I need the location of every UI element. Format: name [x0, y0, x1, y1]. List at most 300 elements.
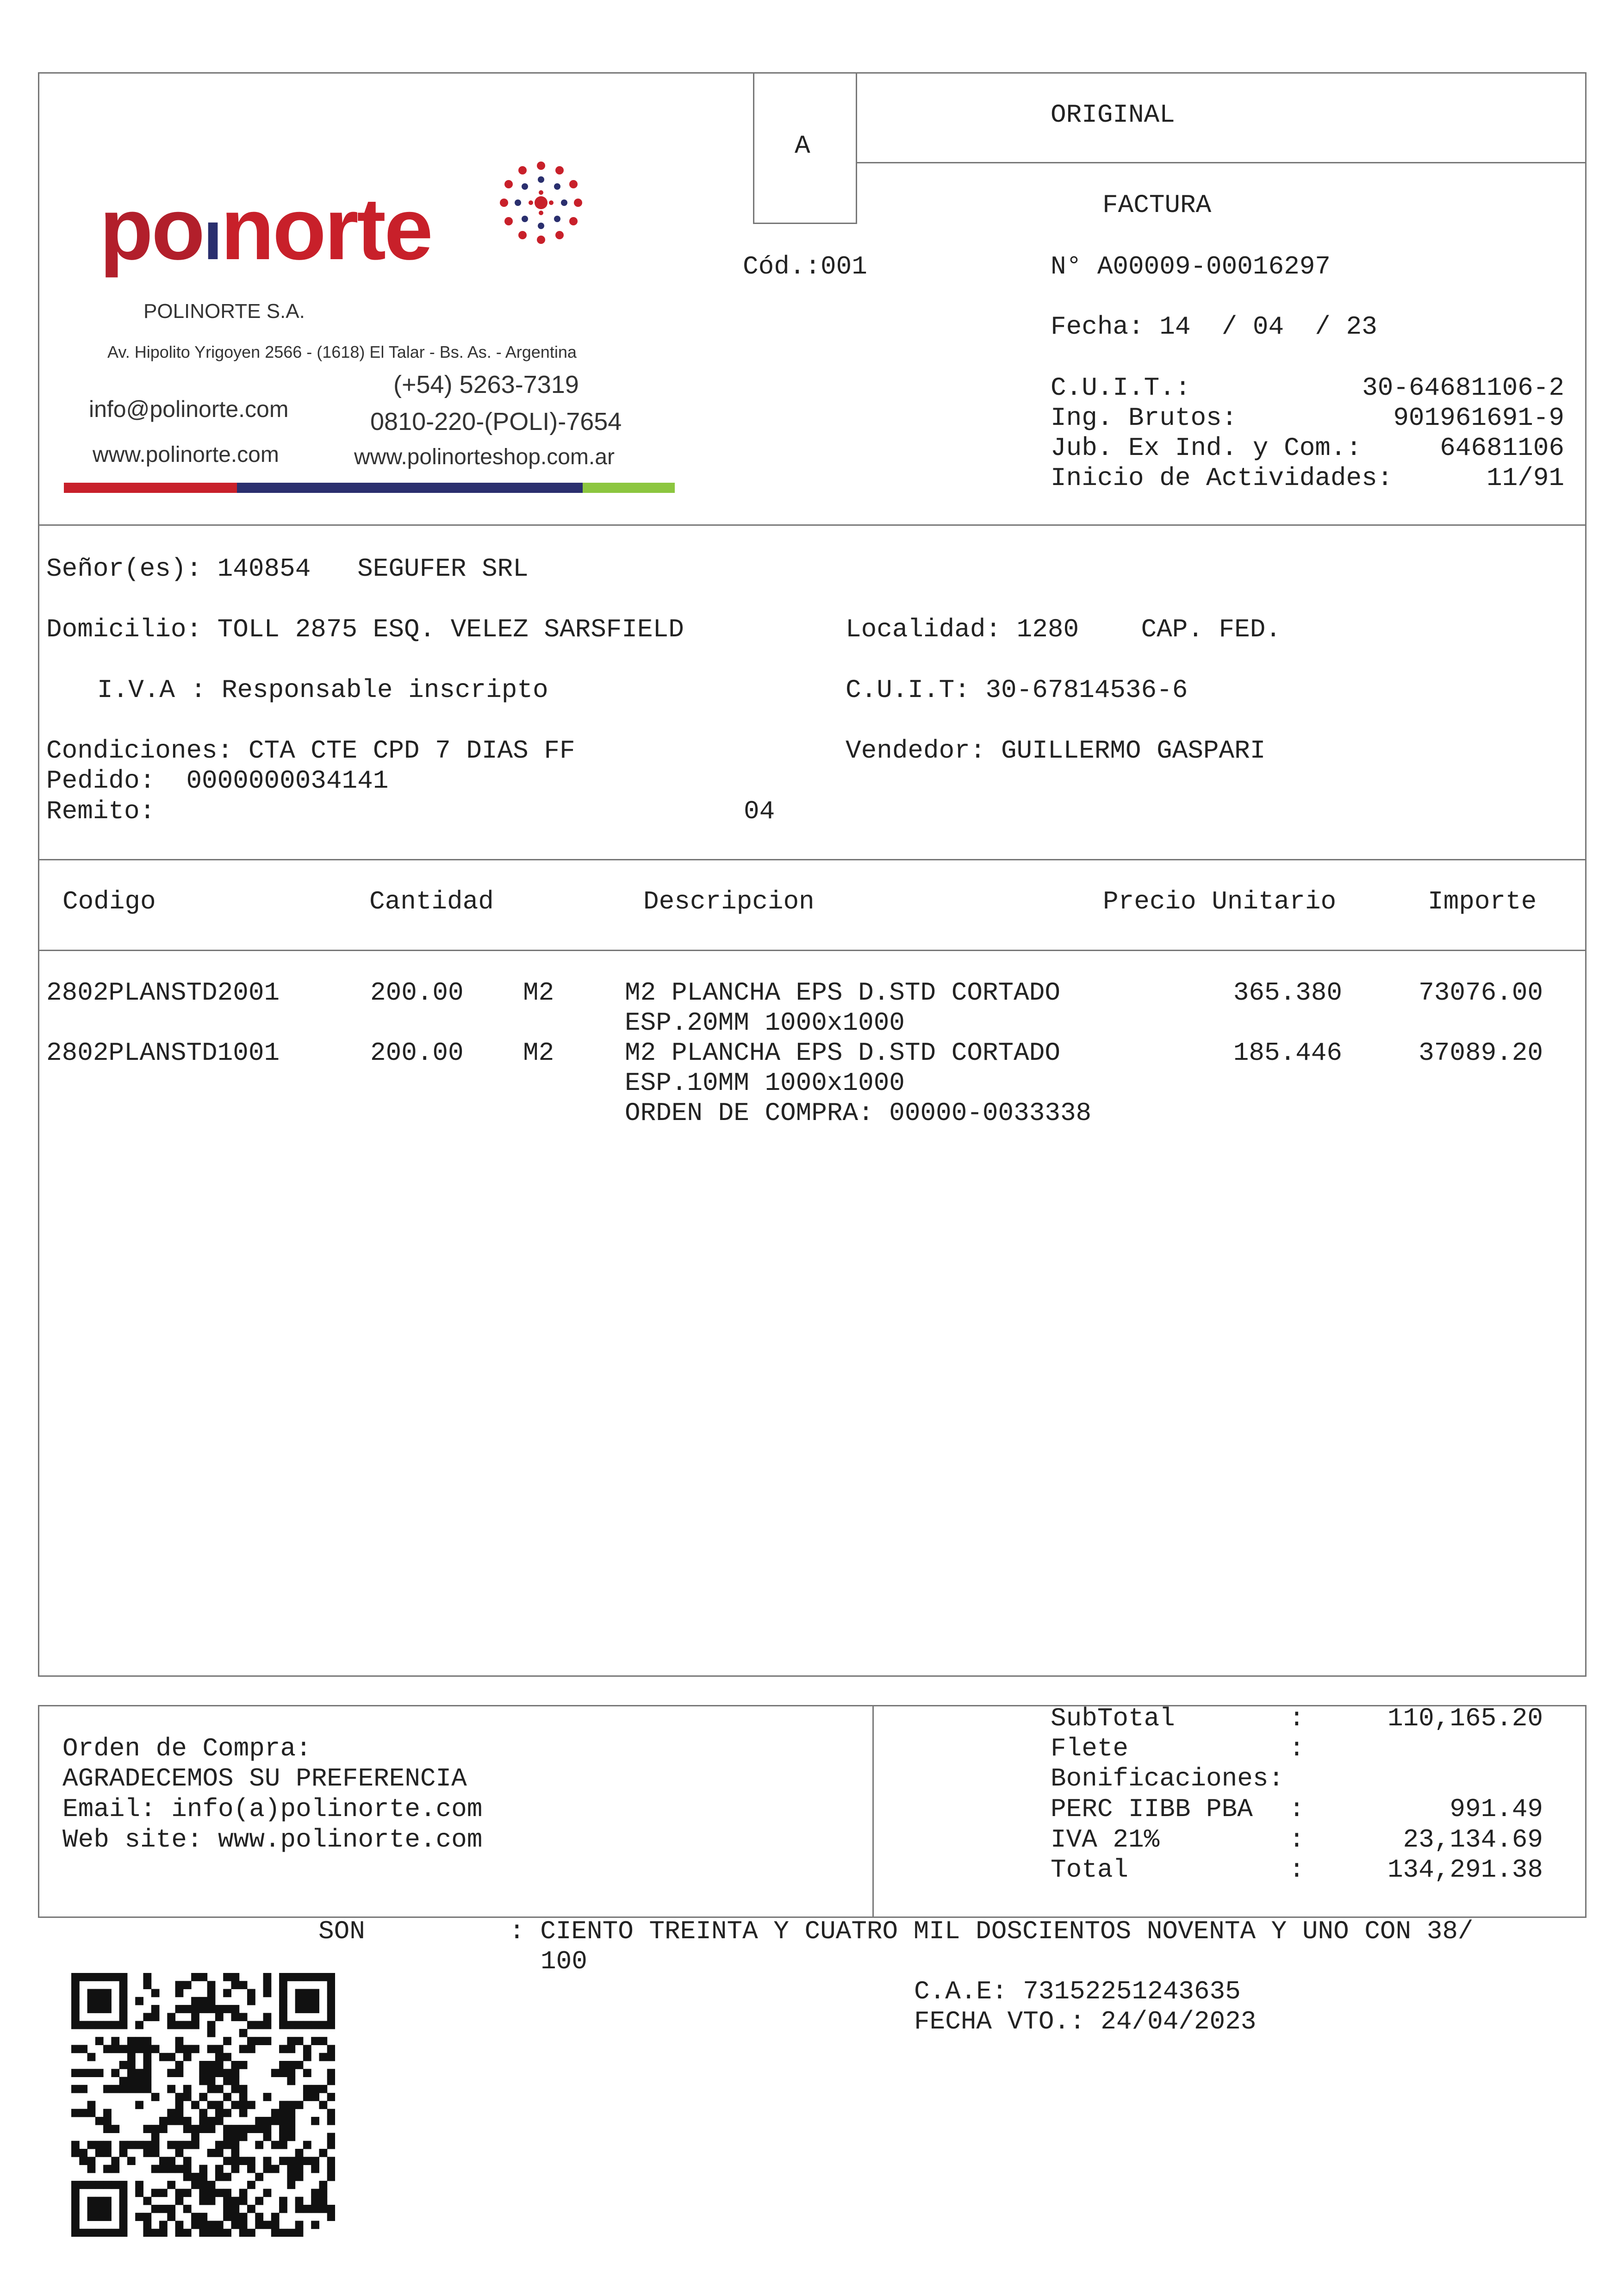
- qr-module: [231, 2013, 240, 2021]
- qr-module: [175, 2021, 184, 2029]
- qr-module: [215, 2173, 224, 2181]
- total-value-subtotal: 110,165.20: [1387, 1704, 1543, 1733]
- qr-module: [287, 2045, 296, 2053]
- ib-value: 901961691-9: [1393, 403, 1564, 433]
- customer-cuit: C.U.I.T: 30-67814536-6: [846, 675, 1188, 705]
- qr-module: [215, 2221, 224, 2229]
- jub-label: Jub. Ex Ind. y Com.:: [1051, 433, 1362, 463]
- qr-module: [199, 2005, 208, 2013]
- qr-module: [119, 2061, 128, 2069]
- qr-module: [127, 2045, 136, 2053]
- qr-module: [103, 2205, 112, 2213]
- qr-module: [295, 2165, 304, 2173]
- cuit-label: C.U.I.T.:: [1051, 373, 1191, 403]
- qr-module: [327, 2053, 335, 2061]
- qr-module: [303, 2069, 311, 2077]
- qr-module: [199, 2109, 208, 2117]
- qr-module: [263, 2013, 272, 2021]
- qr-module: [223, 2077, 231, 2085]
- qr-module: [151, 2133, 160, 2141]
- qr-module: [175, 2045, 184, 2053]
- qr-module: [135, 2189, 143, 2197]
- qr-module: [71, 2109, 80, 2117]
- qr-module: [239, 2061, 248, 2069]
- qr-module: [287, 2229, 296, 2237]
- qr-module: [143, 2229, 152, 2237]
- qr-module: [287, 2173, 296, 2181]
- customer-senores: Señor(es): 140854 SEGUFER SRL: [46, 554, 529, 584]
- qr-module: [311, 2021, 319, 2029]
- qr-module: [71, 2229, 80, 2237]
- customer-pedido: Pedido: 0000000034141: [46, 766, 389, 796]
- qr-module: [191, 2013, 199, 2021]
- qr-module: [239, 2157, 248, 2165]
- qr-module: [215, 2149, 224, 2157]
- qr-module: [327, 2021, 335, 2029]
- ib-label: Ing. Brutos:: [1051, 403, 1238, 433]
- row-unidad: M2: [523, 978, 554, 1008]
- qr-module: [191, 2101, 199, 2109]
- qr-module: [143, 1973, 152, 1981]
- qr-module: [327, 2141, 335, 2149]
- company-email: info@polinorte.com: [89, 396, 289, 422]
- qr-module: [87, 2021, 96, 2029]
- qr-module: [87, 2181, 96, 2189]
- customer-condiciones: Condiciones: CTA CTE CPD 7 DIAS FF: [46, 736, 575, 765]
- qr-module: [327, 2045, 335, 2053]
- qr-module: [71, 2021, 80, 2029]
- qr-module: [87, 2229, 96, 2237]
- qr-module: [119, 1997, 128, 2005]
- qr-module: [295, 2197, 304, 2205]
- footer-thanks: AGRADECEMOS SU PREFERENCIA: [62, 1764, 467, 1793]
- qr-module: [311, 2189, 319, 2197]
- qr-module: [191, 2021, 199, 2029]
- qr-module: [255, 2037, 263, 2045]
- qr-module: [103, 2229, 112, 2237]
- qr-module: [207, 2085, 216, 2093]
- qr-module: [199, 2077, 208, 2085]
- col-header-descripcion: Descripcion: [643, 887, 815, 916]
- qr-module: [239, 2085, 248, 2093]
- qr-module: [327, 2069, 335, 2077]
- qr-module: [167, 2069, 175, 2077]
- qr-module: [239, 2221, 248, 2229]
- qr-module: [303, 2205, 311, 2213]
- qr-module: [263, 2157, 272, 2165]
- inicio-value: 11/91: [1486, 463, 1564, 493]
- qr-module: [95, 1997, 104, 2005]
- qr-module: [247, 2045, 255, 2053]
- qr-module: [119, 1981, 128, 1989]
- qr-module: [223, 2229, 231, 2237]
- qr-module: [327, 2117, 335, 2125]
- qr-module: [215, 2005, 224, 2013]
- qr-module: [255, 2117, 263, 2125]
- qr-module: [215, 2109, 224, 2117]
- qr-module: [151, 2093, 160, 2101]
- qr-module: [207, 2077, 216, 2085]
- qr-module: [223, 1989, 231, 1997]
- qr-module: [135, 1997, 143, 2005]
- qr-module: [183, 2117, 192, 2125]
- qr-module: [231, 2205, 240, 2213]
- cae-number: C.A.E: 73152251243635: [914, 1977, 1241, 2006]
- qr-module: [183, 2229, 192, 2237]
- qr-module: [247, 2037, 255, 2045]
- footer-orden-label: Orden de Compra:: [62, 1734, 311, 1763]
- qr-module: [135, 2085, 143, 2093]
- qr-module: [151, 2005, 160, 2013]
- qr-module: [223, 2189, 231, 2197]
- qr-module: [167, 2181, 175, 2189]
- son-text-cont: 100: [541, 1947, 587, 1976]
- qr-module: [127, 2085, 136, 2093]
- qr-module: [199, 2117, 208, 2125]
- customer-remito: Remito:: [46, 796, 156, 826]
- qr-module: [71, 2205, 80, 2213]
- qr-module: [263, 2125, 272, 2133]
- qr-module: [199, 2069, 208, 2077]
- qr-module: [303, 2085, 311, 2093]
- qr-module: [207, 2149, 216, 2157]
- qr-module: [159, 2205, 168, 2213]
- qr-module: [199, 2125, 208, 2133]
- qr-module: [143, 2197, 152, 2205]
- qr-module: [112, 2157, 120, 2165]
- qr-module: [167, 2117, 175, 2125]
- qr-module: [167, 2165, 175, 2173]
- qr-module: [183, 2141, 192, 2149]
- row-precio: 365.380: [1233, 978, 1342, 1008]
- qr-module: [255, 2213, 263, 2221]
- qr-module: [95, 2037, 104, 2045]
- qr-module: [327, 1973, 335, 1981]
- qr-module: [239, 2109, 248, 2117]
- qr-module: [279, 2133, 287, 2141]
- total-colon: :: [1289, 1825, 1305, 1854]
- qr-module: [199, 2093, 208, 2101]
- qr-module: [167, 2053, 175, 2061]
- qr-module: [207, 2005, 216, 2013]
- col-header-precio: Precio Unitario: [1103, 887, 1337, 916]
- qr-module: [87, 2109, 96, 2117]
- qr-module: [103, 2021, 112, 2029]
- qr-module: [215, 2085, 224, 2093]
- qr-module: [247, 1989, 255, 1997]
- qr-module: [119, 2021, 128, 2029]
- qr-module: [255, 2221, 263, 2229]
- qr-module: [327, 2205, 335, 2213]
- cod-label: Cód.:001: [743, 252, 867, 281]
- qr-module: [191, 2133, 199, 2141]
- qr-module: [279, 2157, 287, 2165]
- qr-module: [223, 2093, 231, 2101]
- qr-module: [167, 2157, 175, 2165]
- qr-module: [95, 2197, 104, 2205]
- qr-module: [127, 2037, 136, 2045]
- qr-module: [95, 2005, 104, 2013]
- qr-module: [207, 2117, 216, 2125]
- qr-module: [255, 2197, 263, 2205]
- qr-module: [247, 2165, 255, 2173]
- qr-module: [231, 2165, 240, 2173]
- son-label: SON: [318, 1916, 365, 1946]
- qr-module: [112, 2069, 120, 2077]
- qr-module: [159, 2189, 168, 2197]
- qr-module: [143, 2069, 152, 2077]
- table-top-border: [38, 859, 1587, 860]
- qr-module: [143, 2077, 152, 2085]
- qr-module: [295, 2037, 304, 2045]
- row-codigo: 2802PLANSTD2001: [46, 978, 280, 1008]
- qr-module: [247, 2125, 255, 2133]
- table-right-border: [1585, 859, 1587, 1677]
- qr-module: [279, 1973, 287, 1981]
- qr-module: [263, 1973, 272, 1981]
- qr-module: [119, 2013, 128, 2021]
- row-codigo: 2802PLANSTD1001: [46, 1038, 280, 1068]
- qr-module: [191, 2173, 199, 2181]
- qr-module: [183, 2093, 192, 2101]
- letter-box-bottom: [753, 223, 857, 224]
- qr-module: [303, 2157, 311, 2165]
- qr-module: [143, 2045, 152, 2053]
- qr-module: [127, 2069, 136, 2077]
- qr-module: [215, 2069, 224, 2077]
- qr-module: [175, 2197, 184, 2205]
- qr-module: [239, 2189, 248, 2197]
- qr-module: [199, 2173, 208, 2181]
- qr-module: [87, 2157, 96, 2165]
- qr-module: [295, 2005, 304, 2013]
- qr-module: [151, 2141, 160, 2149]
- qr-module: [239, 1981, 248, 1989]
- qr-module: [191, 1997, 199, 2005]
- qr-module: [151, 2013, 160, 2021]
- qr-module: [295, 2157, 304, 2165]
- qr-module: [279, 2045, 287, 2053]
- qr-module: [127, 2053, 136, 2061]
- qr-module: [303, 2005, 311, 2013]
- qr-module: [287, 1973, 296, 1981]
- table-left-border: [38, 859, 39, 1677]
- qr-module: [103, 2213, 112, 2221]
- qr-module: [127, 2157, 136, 2165]
- copy-label: ORIGINAL: [1051, 100, 1175, 130]
- qr-module: [231, 2085, 240, 2093]
- qr-module: [327, 2005, 335, 2013]
- qr-module: [327, 2013, 335, 2021]
- qr-module: [303, 2045, 311, 2053]
- qr-module: [103, 2125, 112, 2133]
- qr-module: [183, 2165, 192, 2173]
- qr-module: [119, 2229, 128, 2237]
- qr-module: [311, 2221, 319, 2229]
- row-importe: 73076.00: [1419, 978, 1543, 1008]
- qr-module: [159, 2229, 168, 2237]
- qr-module: [319, 1973, 328, 1981]
- qr-module: [287, 2117, 296, 2125]
- qr-module: [95, 2149, 104, 2157]
- qr-module: [223, 2109, 231, 2117]
- qr-module: [112, 2085, 120, 2093]
- qr-module: [87, 2005, 96, 2013]
- invoice-number: N° A00009-00016297: [1051, 252, 1331, 281]
- qr-module: [112, 2021, 120, 2029]
- customer-localidad: Localidad: 1280 CAP. FED.: [846, 615, 1281, 644]
- qr-module: [207, 2045, 216, 2053]
- qr-module: [327, 2133, 335, 2141]
- qr-module: [287, 2101, 296, 2109]
- customer-iva: I.V.A : Responsable inscripto: [97, 675, 548, 705]
- qr-module: [135, 2101, 143, 2109]
- qr-module: [207, 2189, 216, 2197]
- qr-module: [103, 2005, 112, 2013]
- qr-module: [215, 2045, 224, 2053]
- qr-module: [159, 2117, 168, 2125]
- qr-module: [159, 2157, 168, 2165]
- qr-module: [79, 2149, 87, 2157]
- qr-module: [119, 2221, 128, 2229]
- qr-module: [327, 2093, 335, 2101]
- qr-module: [119, 2181, 128, 2189]
- footer-web: Web site: www.polinorte.com: [62, 1825, 483, 1854]
- qr-module: [143, 2213, 152, 2221]
- qr-module: [103, 2197, 112, 2205]
- qr-module: [191, 2213, 199, 2221]
- qr-module: [295, 2205, 304, 2213]
- qr-module: [95, 2069, 104, 2077]
- logo-wordmark: poınorte: [100, 180, 431, 278]
- qr-module: [119, 2205, 128, 2213]
- letter-box-right: [856, 72, 857, 224]
- qr-module: [223, 2037, 231, 2045]
- qr-module: [183, 2125, 192, 2133]
- qr-module: [167, 2109, 175, 2117]
- logo-color-bar: [64, 483, 675, 493]
- qr-module: [231, 2077, 240, 2085]
- qr-module: [263, 2165, 272, 2173]
- qr-module: [87, 2197, 96, 2205]
- qr-module: [103, 2141, 112, 2149]
- qr-module: [199, 2213, 208, 2221]
- total-value-perc: 991.49: [1450, 1794, 1543, 1824]
- qr-module: [175, 2117, 184, 2125]
- invoice-date: Fecha: 14 / 04 / 23: [1051, 312, 1377, 342]
- qr-module: [231, 1981, 240, 1989]
- qr-module: [183, 2021, 192, 2029]
- qr-module: [95, 2021, 104, 2029]
- qr-module: [279, 2109, 287, 2117]
- qr-module: [199, 2189, 208, 2197]
- total-colon: :: [1289, 1734, 1305, 1763]
- qr-module: [287, 2021, 296, 2029]
- cae-expiry: FECHA VTO.: 24/04/2023: [914, 2007, 1257, 2036]
- qr-module: [119, 2077, 128, 2085]
- qr-module: [223, 2133, 231, 2141]
- qr-module: [87, 2053, 96, 2061]
- jub-value: 64681106: [1440, 433, 1564, 463]
- qr-module: [167, 2013, 175, 2021]
- qr-module: [231, 2005, 240, 2013]
- qr-module: [79, 2045, 87, 2053]
- qr-module: [303, 1997, 311, 2005]
- qr-module: [167, 2205, 175, 2213]
- qr-module: [143, 2061, 152, 2069]
- qr-module: [207, 2229, 216, 2237]
- qr-module: [263, 2037, 272, 2045]
- qr-module: [159, 2221, 168, 2229]
- qr-module: [143, 2085, 152, 2093]
- customer-remito-value: 04: [744, 796, 775, 826]
- qr-module: [271, 2117, 280, 2125]
- qr-module: [183, 2205, 192, 2213]
- qr-module: [247, 2101, 255, 2109]
- company-shop: www.polinorteshop.com.ar: [354, 445, 615, 469]
- qr-module: [151, 2149, 160, 2157]
- qr-module: [271, 2069, 280, 2077]
- qr-module: [87, 2141, 96, 2149]
- qr-module: [79, 2085, 87, 2093]
- col-header-importe: Importe: [1428, 887, 1537, 916]
- customer-vendedor: Vendedor: GUILLERMO GASPARI: [846, 736, 1266, 765]
- qr-module: [175, 2109, 184, 2117]
- row-desc2: ESP.20MM 1000x1000: [625, 1008, 905, 1038]
- qr-module: [191, 2181, 199, 2189]
- qr-module: [119, 2149, 128, 2157]
- qr-module: [311, 2157, 319, 2165]
- qr-module: [295, 1989, 304, 1997]
- qr-module: [319, 2205, 328, 2213]
- qr-module: [191, 2141, 199, 2149]
- qr-module: [112, 2045, 120, 2053]
- qr-module: [112, 2125, 120, 2133]
- qr-module: [207, 2181, 216, 2189]
- qr-module: [103, 2149, 112, 2157]
- original-underline: [856, 162, 1587, 163]
- qr-module: [71, 2085, 80, 2093]
- customer-left-border: [38, 526, 39, 859]
- qr-module: [71, 2045, 80, 2053]
- qr-module: [247, 1997, 255, 2005]
- qr-module: [112, 2229, 120, 2237]
- qr-module: [207, 2221, 216, 2229]
- qr-module: [231, 2061, 240, 2069]
- qr-module: [263, 1989, 272, 1997]
- qr-module: [119, 1989, 128, 1997]
- qr-module: [231, 2149, 240, 2157]
- qr-module: [103, 2045, 112, 2053]
- qr-module: [255, 2141, 263, 2149]
- qr-module: [263, 2021, 272, 2029]
- qr-module: [191, 2005, 199, 2013]
- qr-module: [199, 2229, 208, 2237]
- qr-module: [271, 2109, 280, 2117]
- total-label-subtotal: SubTotal: [1051, 1704, 1175, 1733]
- qr-module: [327, 2173, 335, 2181]
- qr-module: [87, 1997, 96, 2005]
- qr-module: [263, 1981, 272, 1989]
- qr-module: [295, 1997, 304, 2005]
- qr-module: [79, 2229, 87, 2237]
- qr-module: [143, 2221, 152, 2229]
- qr-module: [87, 2205, 96, 2213]
- qr-module: [223, 2053, 231, 2061]
- qr-module: [71, 2197, 80, 2205]
- qr-module: [143, 2053, 152, 2061]
- qr-module: [271, 2141, 280, 2149]
